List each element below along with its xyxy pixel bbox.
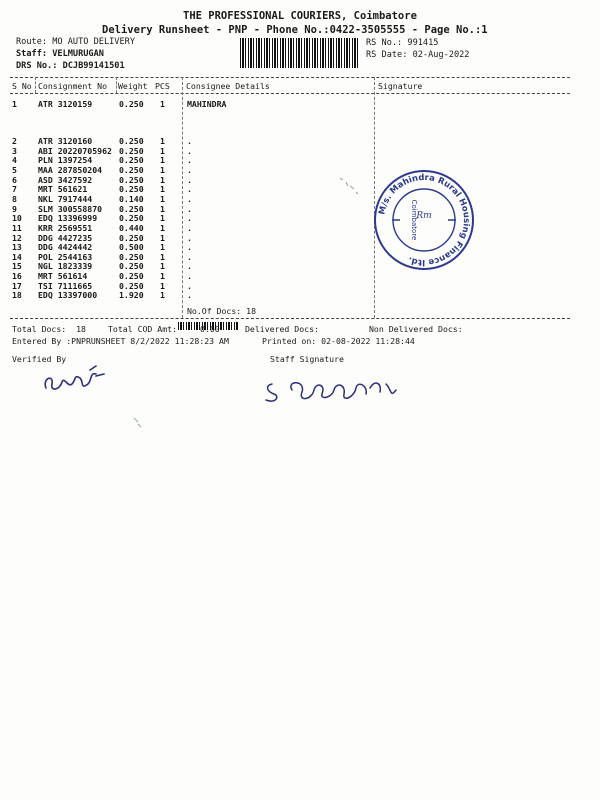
row-pcs: 1 — [160, 145, 165, 156]
row-consignment-no: SLM 300558870 — [38, 203, 103, 214]
row-sno: 6 — [12, 174, 17, 185]
row-consignment-no: ATR 3120160 — [38, 136, 93, 146]
row-sno: 9 — [12, 203, 17, 214]
entered-by: Entered By :PNPRUNSHEET 8/2/2022 11:28:23 AM — [12, 336, 229, 346]
non-delivered-docs: Non Delivered Docs: — [369, 324, 463, 334]
stamp-city: Coimbatore — [410, 199, 418, 241]
col-header-weight: Weight — [118, 81, 148, 91]
row-consignee: . — [187, 261, 192, 272]
table-row — [0, 155, 600, 165]
table-row — [0, 242, 600, 252]
row-weight: 0.250 — [119, 203, 144, 214]
row-consignment-no: KRR 2569551 — [38, 222, 93, 233]
row-consignee: . — [187, 290, 192, 301]
row-sno: 3 — [12, 145, 17, 156]
table-row — [0, 194, 600, 204]
row-consignee: . — [187, 136, 192, 146]
no-of-docs: No.Of Docs: 18 — [187, 306, 257, 316]
row-consignment-no: DDG 4427235 — [38, 232, 93, 243]
row-consignee: . — [187, 174, 192, 185]
rs-number: RS No.: 991415 — [366, 38, 439, 48]
delivered-docs: Delivered Docs: — [245, 324, 319, 334]
row-consignment-no: EDQ 13396999 — [38, 213, 98, 224]
row-weight: 0.500 — [119, 242, 144, 253]
row-pcs: 1 — [160, 184, 165, 195]
row-sno: 17 — [12, 280, 22, 291]
route-label: Route: MO AUTO DELIVERY — [16, 37, 135, 47]
row-weight: 0.140 — [119, 193, 144, 204]
row-sno: 1 — [12, 99, 17, 109]
row-consignee: . — [187, 232, 192, 243]
row-pcs: 1 — [160, 261, 165, 272]
row-pcs: 1 — [160, 99, 165, 109]
row-sno: 13 — [12, 242, 22, 253]
row-weight: 1.920 — [119, 290, 144, 301]
row-weight: 0.250 — [119, 164, 144, 175]
table-row — [0, 271, 600, 281]
scan-speckle — [336, 172, 366, 202]
row-consignee: . — [187, 193, 192, 204]
row-pcs: 1 — [160, 222, 165, 233]
table-row — [0, 252, 600, 262]
row-weight: 0.250 — [119, 280, 144, 291]
row-pcs: 1 — [160, 232, 165, 243]
staff-handwritten-signature — [262, 376, 402, 406]
row-weight: 0.250 — [119, 251, 144, 262]
row-consignee: . — [187, 251, 192, 262]
row-consignment-no: DDG 4424442 — [38, 242, 93, 253]
row-pcs: 1 — [160, 290, 165, 301]
col-divider — [116, 77, 117, 93]
row-consignment-no: PLN 1397254 — [38, 155, 93, 166]
row-weight: 0.250 — [119, 155, 144, 166]
row-consignee: . — [187, 213, 192, 224]
staff-signature-label: Staff Signature — [270, 354, 344, 364]
col-divider — [35, 77, 36, 93]
row-sno: 12 — [12, 232, 22, 243]
row-consignee: . — [187, 242, 192, 253]
row-weight: 0.250 — [119, 174, 144, 185]
row-consignee: . — [187, 155, 192, 166]
row-consignment-no: ATR 3120159 — [38, 99, 93, 109]
row-weight: 0.250 — [119, 213, 144, 224]
row-pcs: 1 — [160, 203, 165, 214]
row-pcs: 1 — [160, 155, 165, 166]
stamp-ring-text: M/s. Mahindra Rural Housing Finance ltd. — [377, 172, 472, 268]
table-row — [0, 136, 600, 146]
row-sno: 10 — [12, 213, 22, 224]
row-pcs: 1 — [160, 213, 165, 224]
row-weight: 0.250 — [119, 99, 144, 109]
row-consignee: . — [187, 280, 192, 291]
runsheet-title: Delivery Runsheet - PNP - Phone No.:0422-3505555 - Page No.:1 — [102, 24, 488, 36]
barcode-image — [240, 38, 360, 68]
verified-by-label: Verified By — [12, 354, 67, 364]
row-sno: 7 — [12, 184, 17, 195]
table-bottom-rule — [10, 318, 570, 319]
table-row — [0, 204, 600, 214]
row-consignee: . — [187, 203, 192, 214]
row-weight: 0.250 — [119, 145, 144, 156]
row-consignee: . — [187, 271, 192, 282]
row-weight: 0.440 — [119, 222, 144, 233]
row-consignee: . — [187, 222, 192, 233]
row-sno: 4 — [12, 155, 17, 166]
table-row — [0, 281, 600, 291]
table-row — [0, 175, 600, 185]
table-row — [0, 146, 600, 156]
scan-speckle — [132, 416, 146, 430]
row-consignment-no: EDQ 13397000 — [38, 290, 98, 301]
row-pcs: 1 — [160, 280, 165, 291]
row-consignment-no: NGL 1823339 — [38, 261, 93, 272]
total-cod-label: Total COD Amt: — [108, 324, 178, 334]
col-header-pcs: PCS — [155, 81, 170, 91]
row-consignment-no: ABI 20220705962 — [38, 145, 112, 156]
company-title: THE PROFESSIONAL COURIERS, Coimbatore — [183, 10, 417, 22]
row-consignment-no: ASD 3427592 — [38, 174, 93, 185]
table-row — [0, 184, 600, 194]
col-header-consignee: Consignee Details — [186, 81, 270, 91]
verifier-signature — [40, 364, 110, 398]
row-consignment-no: NKL 7917444 — [38, 193, 93, 204]
drs-number: DRS No.: DCJB99141501 — [16, 61, 125, 71]
row-weight: 0.250 — [119, 261, 144, 272]
row-consignee: . — [187, 164, 192, 175]
row-sno: 5 — [12, 164, 17, 175]
col-header-signature: Signature — [378, 81, 423, 91]
table-row — [0, 290, 600, 300]
table-row — [0, 223, 600, 233]
row-pcs: 1 — [160, 251, 165, 262]
table-header-rule — [10, 93, 570, 94]
total-docs: Total Docs: 18 — [12, 324, 86, 334]
row-sno: 15 — [12, 261, 22, 272]
row-weight: 0.250 — [119, 232, 144, 243]
row-pcs: 1 — [160, 242, 165, 253]
row-weight: 0.250 — [119, 136, 144, 146]
staff-label: Staff: VELMURUGAN — [16, 49, 104, 59]
row-consignment-no: TSI 7111665 — [38, 280, 93, 291]
row-consignment-no: MAA 287850204 — [38, 164, 103, 175]
row-pcs: 1 — [160, 174, 165, 185]
row-pcs: 1 — [160, 164, 165, 175]
row-weight: 0.250 — [119, 271, 144, 282]
table-row — [0, 233, 600, 243]
table-row — [0, 99, 600, 109]
row-pcs: 1 — [160, 271, 165, 282]
col-header-consignment: Consignment No — [38, 81, 108, 91]
row-sno: 2 — [12, 136, 17, 146]
total-cod-value: 0.00 — [200, 324, 220, 334]
row-consignee: MAHINDRA — [187, 99, 227, 109]
row-pcs: 1 — [160, 193, 165, 204]
col-header-sno: S No — [12, 81, 32, 91]
row-sno: 18 — [12, 290, 22, 301]
row-consignee: . — [187, 145, 192, 156]
stamp-initials: Rm — [416, 211, 432, 221]
row-consignment-no: POL 2544163 — [38, 251, 93, 262]
row-weight: 0.250 — [119, 184, 144, 195]
row-consignee: . — [187, 184, 192, 195]
row-pcs: 1 — [160, 136, 165, 146]
row-sno: 16 — [12, 271, 22, 282]
printed-on: Printed on: 02-08-2022 11:28:44 — [262, 336, 415, 346]
rs-date: RS Date: 02-Aug-2022 — [366, 50, 470, 60]
company-stamp — [372, 168, 476, 272]
row-sno: 14 — [12, 251, 22, 262]
table-row — [0, 213, 600, 223]
row-sno: 11 — [12, 222, 22, 233]
row-consignment-no: MRT 561621 — [38, 184, 88, 195]
table-row — [0, 165, 600, 175]
table-top-rule — [10, 77, 570, 78]
table-row — [0, 261, 600, 271]
row-consignment-no: MRT 561614 — [38, 271, 88, 282]
row-sno: 8 — [12, 193, 17, 204]
